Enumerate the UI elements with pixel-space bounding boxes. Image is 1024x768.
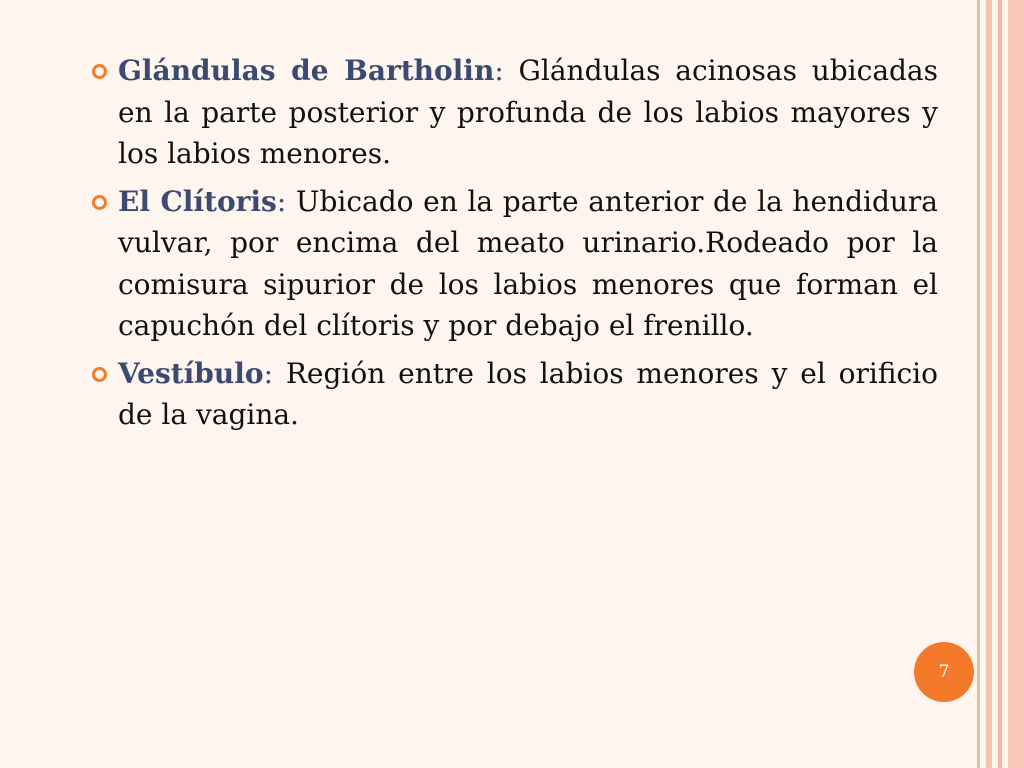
bullet-list <box>88 50 938 442</box>
decorative-stripe <box>977 0 980 768</box>
bullet-item-clitoris <box>88 181 938 347</box>
bullet-text: Ubicado en la parte anterior de la hendidura vulvar, por encima del meato urinario.Rodeado por la comisura sipurior de los labios menores que forman el capuchón del clítoris y por debajo el frenillo. <box>118 184 939 342</box>
bullet-separator: : <box>276 184 287 218</box>
page-number-badge: 7 <box>914 642 974 702</box>
bullet-separator: : <box>263 356 273 390</box>
decorative-stripe <box>986 0 992 768</box>
circle-bullet-icon <box>92 64 107 79</box>
bullet-term: El Clítoris <box>118 184 277 218</box>
circle-bullet-icon <box>92 367 107 382</box>
bullet-item-bartholin <box>88 50 938 175</box>
bullet-term: Glándulas de Bartholin <box>118 54 495 87</box>
decorative-stripe <box>998 0 1002 768</box>
bullet-term: Vestíbulo <box>118 356 264 390</box>
bullet-item-vestibulo <box>88 353 938 436</box>
circle-bullet-icon <box>92 195 107 210</box>
bullet-text: Glándulas acinosas ubicadas en la parte posterior y profunda de los labios mayores y los labios menores. <box>118 54 938 170</box>
bullet-text: Región entre los labios menores y el orificio de la vagina. <box>118 356 938 431</box>
bullet-separator: : <box>494 54 504 87</box>
decorative-stripe <box>1008 0 1024 768</box>
